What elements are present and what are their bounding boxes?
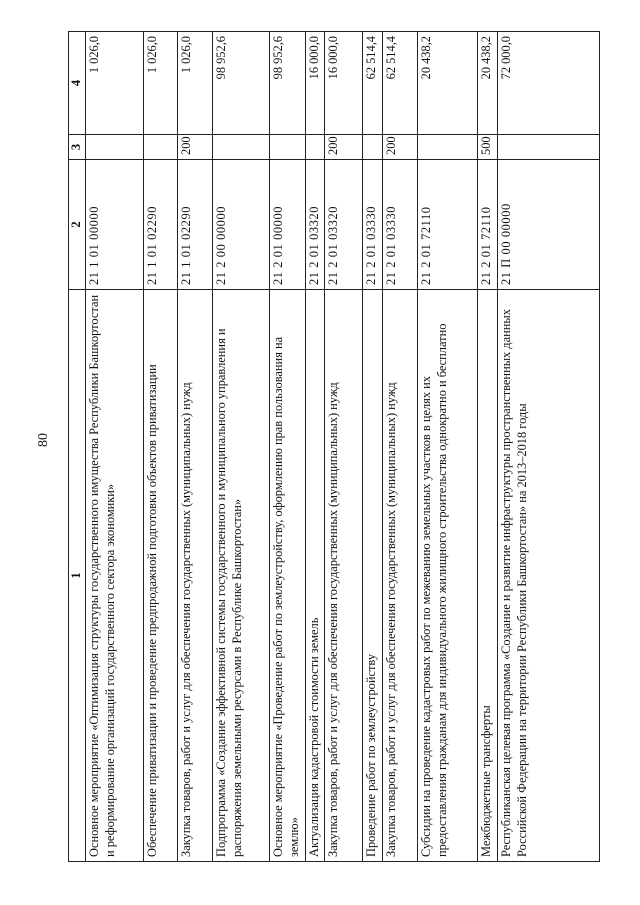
row-expense-type: 200: [383, 135, 418, 160]
table-row: [418, 32, 478, 862]
row-description: Подпрограмма «Создание эффективной системы государственного и муниципального управления и распоряжения земельными ресурсами в Республике Башкортостан»: [213, 290, 270, 862]
row-expense-type: [144, 135, 178, 160]
row-description: Закупка товаров, работ и услуг для обеспечения государственных (муниципальных) нужд: [325, 290, 363, 862]
row-description: Межбюджетные трансферты: [478, 290, 498, 862]
row-expense-type: [363, 135, 383, 160]
table-row: [306, 32, 325, 862]
row-description: Проведение работ по землеустройству: [363, 290, 383, 862]
table-row: [86, 32, 144, 862]
table-row: [478, 32, 498, 862]
table-row: [498, 32, 600, 862]
page-number: 80: [36, 433, 51, 447]
row-expense-type: 200: [178, 135, 213, 160]
row-expense-type: [306, 135, 325, 160]
row-amount: 1 026,0: [178, 32, 213, 135]
row-description: Актуализация кадастровой стоимости земель: [306, 290, 325, 862]
row-amount: 1 026,0: [144, 32, 178, 135]
row-code: 21 2 01 03320: [325, 160, 363, 290]
header-col-1: 1: [69, 290, 86, 862]
row-code: 21 2 01 72110: [418, 160, 478, 290]
header-row: [69, 32, 86, 862]
row-code: 21 1 01 02290: [144, 160, 178, 290]
row-code: 21 2 01 00000: [270, 160, 306, 290]
row-amount: 16 000,0: [325, 32, 363, 135]
row-expense-type: [86, 135, 144, 160]
row-code: 21 2 00 00000: [213, 160, 270, 290]
row-amount: 98 952,6: [213, 32, 270, 135]
row-code: 21 1 01 02290: [178, 160, 213, 290]
row-code: 21 2 01 72110: [478, 160, 498, 290]
row-amount: 16 000,0: [306, 32, 325, 135]
row-description: Обеспечение приватизации и проведение предпродажной подготовки объектов приватизации: [144, 290, 178, 862]
row-code: 21 2 01 03330: [363, 160, 383, 290]
row-code: 21 П 00 00000: [498, 160, 600, 290]
row-description: Республиканская целевая программа «Создание и развитие инфраструктуры пространственных данных Российской Федерации на территории Республики Башкортостан» на 2013–2018 годы: [498, 290, 600, 862]
table-row: [213, 32, 270, 862]
header-col-2: 2: [69, 160, 86, 290]
row-amount: 72 000,0: [498, 32, 600, 135]
table-row: [363, 32, 383, 862]
row-expense-type: [498, 135, 600, 160]
row-expense-type: [418, 135, 478, 160]
table-row: [178, 32, 213, 862]
table-row: [270, 32, 306, 862]
table-row: [144, 32, 178, 862]
row-amount: 62 514,4: [363, 32, 383, 135]
row-description: Закупка товаров, работ и услуг для обеспечения государственных (муниципальных) нужд: [178, 290, 213, 862]
row-expense-type: 200: [325, 135, 363, 160]
row-code: 21 2 01 03320: [306, 160, 325, 290]
row-description: Основное мероприятие «Проведение работ по землеустройству, оформлению прав пользования на землю»: [270, 290, 306, 862]
row-expense-type: 500: [478, 135, 498, 160]
row-expense-type: [213, 135, 270, 160]
table-row: [383, 32, 418, 862]
header-col-4: 4: [69, 32, 86, 135]
row-amount: 62 514,4: [383, 32, 418, 135]
budget-table-container: [68, 32, 600, 862]
row-code: 21 2 01 03330: [383, 160, 418, 290]
row-amount: 20 438,2: [478, 32, 498, 135]
budget-table: [68, 31, 600, 862]
row-description: Закупка товаров, работ и услуг для обеспечения государственных (муниципальных) нужд: [383, 290, 418, 862]
row-amount: 98 952,6: [270, 32, 306, 135]
row-code: 21 1 01 00000: [86, 160, 144, 290]
header-col-3: 3: [69, 135, 86, 160]
row-amount: 20 438,2: [418, 32, 478, 135]
table-row: [325, 32, 363, 862]
row-description: Субсидии на проведение кадастровых работ по межеванию земельных участков в целях их предоставления гражданам для индивидуального жилищного строительства однократно и бесплатно: [418, 290, 478, 862]
row-expense-type: [270, 135, 306, 160]
row-amount: 1 026,0: [86, 32, 144, 135]
row-description: Основное мероприятие «Оптимизация структуры государственного имущества Республики Башкортостан и реформирование организаций государственного сектора экономики»: [86, 290, 144, 862]
